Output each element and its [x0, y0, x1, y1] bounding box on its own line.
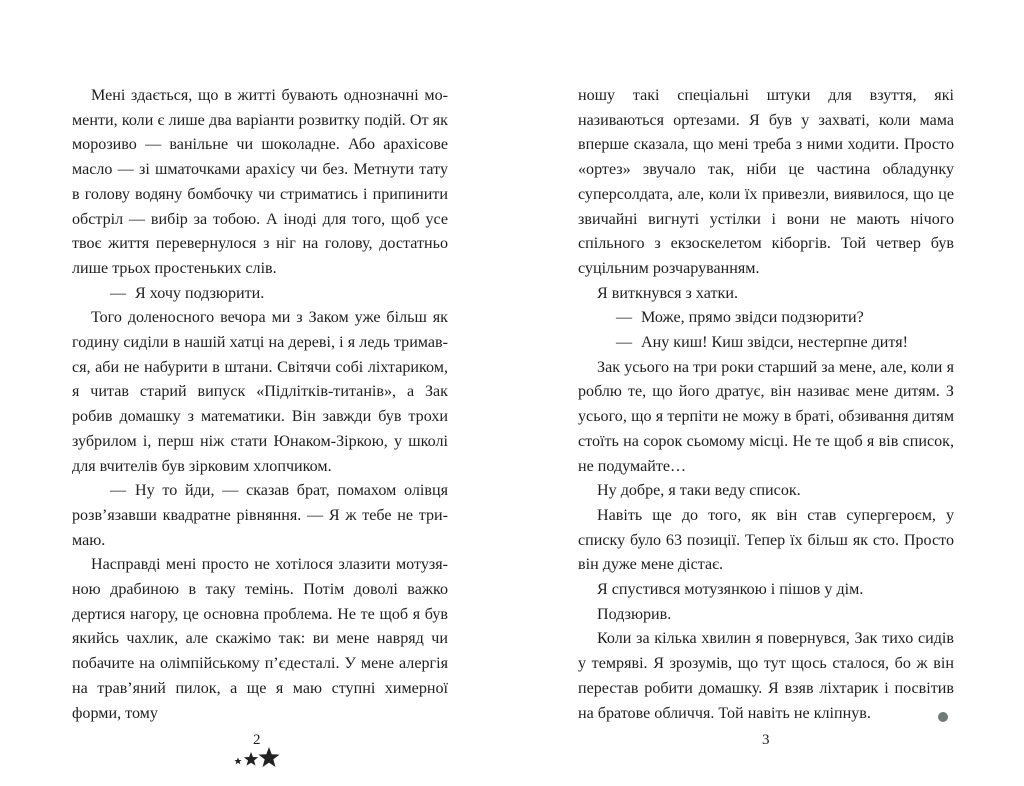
paragraph: Навіть ще до того, як він став супергероєм, у списку було 63 позиції. Тепер їх більш як сто. Просто він дуже мене дістає.	[578, 506, 954, 574]
dialog-dash: —	[110, 482, 127, 500]
dialog-dash: —	[110, 284, 127, 302]
dialog-line: — Ну то йди, — сказав брат, помахом олівця розв’язавши квадратне рівняння. — Я ж тебе не тримаю.	[72, 479, 448, 553]
dialog-line: — Я хочу подзюрити.	[72, 282, 448, 307]
paragraph: Мені здається, що в житті бувають однозначні моменти, коли є лише два варіанти розвитку подій. От як морозиво — ванільне чи шоколадне. Або арахісове масло — зі шматочками арахісу чи без. Метнути тату в голову водяну бомбочку чи стриматись і припинити обстріл — вибір за тобою. А іноді для того, щоб усе твоє життя перевернулося з ніг на голову, достатньо лише трьох простеньких слів.	[72, 87, 448, 277]
left-page	[72, 84, 448, 726]
paragraph: Я виткнувся з хатки.	[597, 284, 738, 302]
large-star-icon	[259, 747, 280, 767]
paragraph: Я спустився мотузянкою і пішов у дім.	[597, 581, 864, 599]
paragraph: Насправді мені просто не хотілося злазити мотузяною драбиною в таку темінь. Потім доволі важко дертися нагору, це основна проблема. Не те щоб я був якийсь чахлик, але скажімо так: ви мене навряд чи побачите на олімпійському п’єдесталі. У мене алергія на трав’яний пилок, а ще я маю ступні химерної форми, тому	[72, 556, 448, 722]
dialog-line: — Ану киш! Киш звідси, нестерпне дитя!	[578, 331, 954, 356]
paragraph: Ну добре, я таки веду список.	[597, 482, 801, 500]
small-star-icon	[234, 758, 241, 765]
paragraph: Подзюрив.	[597, 605, 672, 623]
stars-ornament-icon	[232, 746, 280, 768]
page-number-right: 3	[762, 732, 770, 748]
medium-star-icon	[244, 752, 258, 766]
dot-ornament-icon	[938, 712, 948, 722]
paragraph: Того доленосного вечора ми з Заком уже більш як годину сиділи в нашій хатці на дереві, і я ледь тримався, аби не набурити в штани. Світячи собі ліхтариком, я читав старий випуск «Підлітків-титанів», а Зак робив домашку з математики. Він завжди був трохи зубрилом і, перш ніж стати Юнаком-Зіркою, у школі для вчителів був зірковим хлопчиком.	[72, 309, 448, 475]
dialog-dash: —	[616, 334, 633, 352]
dialog-line: — Може, прямо звідси подзюрити?	[578, 306, 954, 331]
right-page	[578, 84, 954, 726]
paragraph: Зак усього на три роки старший за мене, але, коли я роблю те, що його дратує, він називає мене дитям. З усього, що я терпіти не можу в браті, обзивання дитям стоїть на сорок сьомому місці. Не те щоб я вів список, не подумайте…	[578, 358, 954, 475]
dialog-dash: —	[616, 309, 633, 327]
paragraph-continued: ношу такі спеціальні штуки для взуття, які називаються ортезами. Я був у захваті, коли мама вперше сказала, що мені треба з ними ходити. Просто «ортез» звучало так, ніби це частина обладунку суперсолдата, але, коли їх привезли, виявилося, що це звичайні вигнуті устілки і вони не мають нічого спільного з екзоскелетом кіборгів. Той четвер був суцільним розчаруванням.	[578, 87, 954, 277]
page-number-left: 2	[253, 732, 261, 748]
paragraph: Коли за кілька хвилин я повернувся, Зак тихо сидів у темряві. Я зрозумів, що тут щось сталося, бо ж він перестав робити домашку. Я взяв ліхтарик і посвітив на братове обличчя. Той навіть не кліпнув.	[578, 630, 954, 722]
